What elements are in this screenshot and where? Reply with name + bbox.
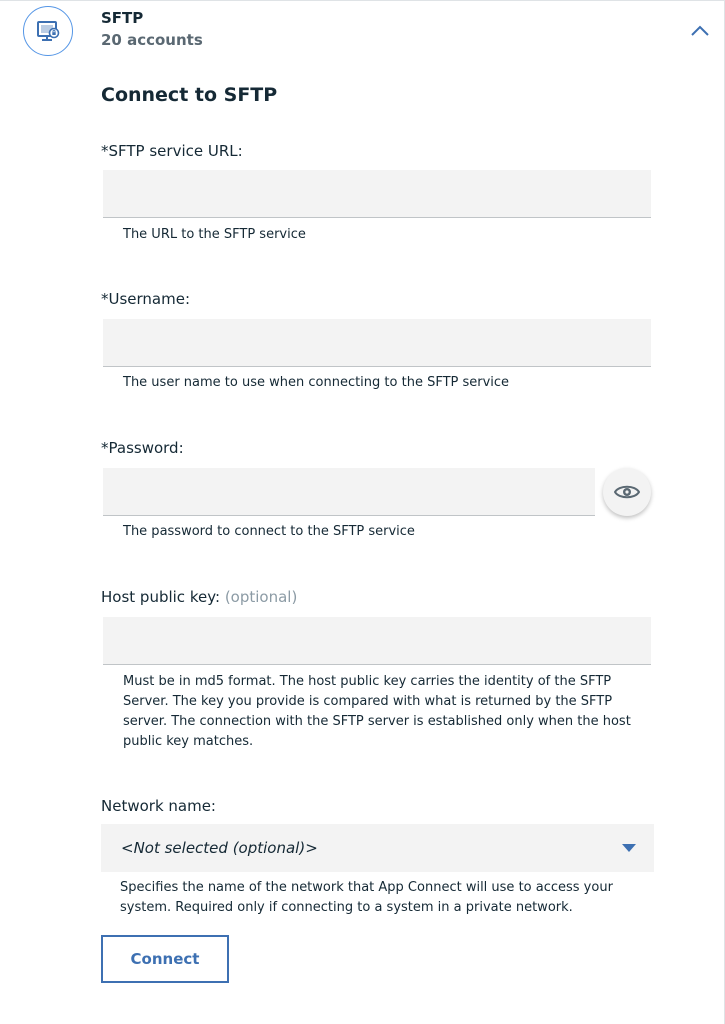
host-key-label xyxy=(101,588,297,606)
password-input[interactable] xyxy=(103,468,595,516)
network-helper: Specifies the name of the network that App Connect will use to access your system. Required only if connecting to a system in a private network. xyxy=(120,880,613,915)
app-name: SFTP xyxy=(101,9,144,27)
url-helper: The URL to the SFTP service xyxy=(123,227,306,242)
chevron-up-icon[interactable] xyxy=(689,20,711,42)
sftp-folder-icon xyxy=(23,6,73,56)
url-label: *SFTP service URL: xyxy=(101,142,243,160)
network-label: Network name: xyxy=(101,797,216,815)
password-helper: The password to connect to the SFTP service xyxy=(123,524,415,539)
username-label: *Username: xyxy=(101,290,191,308)
host-key-label-text: Host public key: xyxy=(101,588,221,606)
password-label: *Password: xyxy=(101,439,184,457)
eye-icon xyxy=(614,483,640,501)
host-key-helper: Must be in md5 format. The host public key carries the identity of the SFTP Server. The key you provide is compared with what is returned by the SFTP server. The connection with the SFTP server is established only when the host public key matches. xyxy=(123,674,631,749)
form-title: Connect to SFTP xyxy=(101,84,278,106)
account-count: 20 accounts xyxy=(101,31,203,49)
connect-button[interactable]: Connect xyxy=(101,935,229,983)
optional-tag: (optional) xyxy=(224,588,298,606)
connector-header[interactable] xyxy=(0,0,725,64)
url-input[interactable] xyxy=(103,170,651,218)
network-selected-value: <Not selected (optional)> xyxy=(121,839,318,857)
username-input[interactable] xyxy=(103,319,651,367)
host-key-input[interactable] xyxy=(103,617,651,665)
show-password-button[interactable] xyxy=(603,468,651,516)
network-select[interactable] xyxy=(101,824,654,872)
caret-down-icon xyxy=(621,843,637,853)
username-helper: The user name to use when connecting to the SFTP service xyxy=(123,375,510,390)
